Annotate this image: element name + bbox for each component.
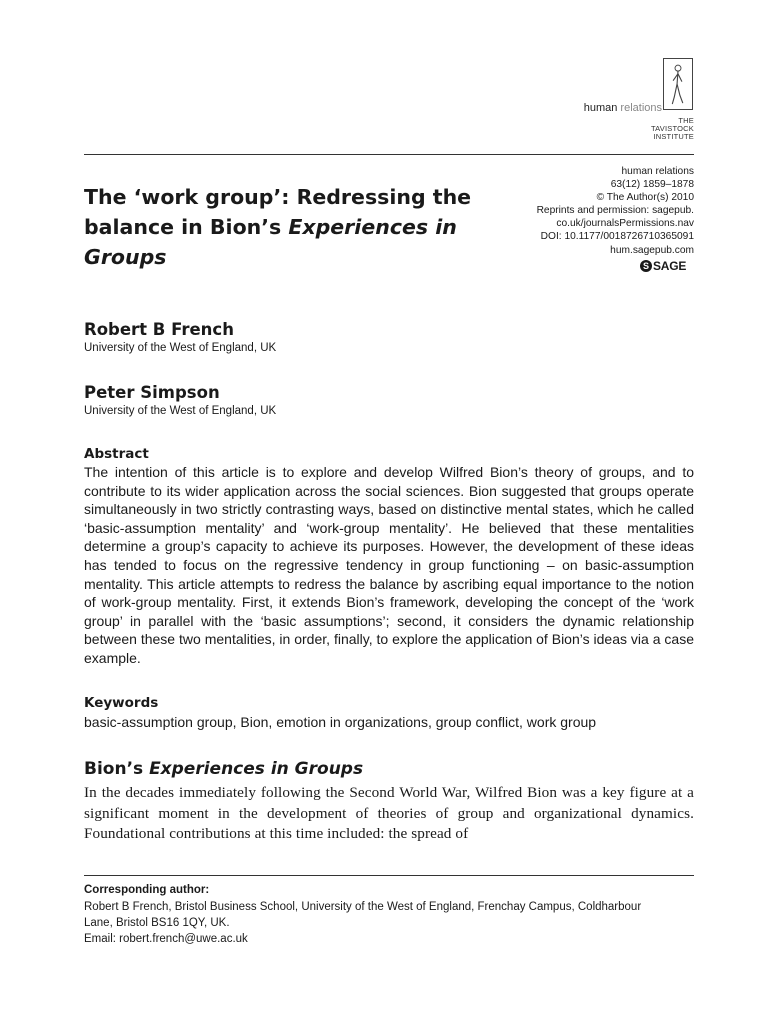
footnote-divider	[84, 875, 694, 876]
corresponding-author-email[interactable]: Email: robert.french@uwe.ac.uk	[84, 933, 248, 945]
author-name: Peter Simpson	[84, 383, 220, 402]
tavistock-line-3: INSTITUTE	[653, 132, 694, 141]
tavistock-line-2: TAVISTOCK	[650, 124, 694, 133]
citation-copyright: © The Author(s) 2010	[596, 192, 694, 204]
keywords-heading: Keywords	[84, 695, 159, 711]
human-figure-logo-icon	[663, 58, 693, 110]
tavistock-line-1: THE	[678, 116, 694, 125]
section-heading-italic: Experiences in Groups	[149, 759, 364, 779]
header-divider	[84, 154, 694, 155]
article-title	[84, 182, 484, 272]
citation-reprints: Reprints and permission: sagepub.	[536, 205, 694, 217]
corresponding-author-details	[84, 899, 696, 947]
section-heading	[84, 759, 363, 779]
citation-volume-pages: 63(12) 1859–1878	[610, 179, 694, 191]
citation-website[interactable]: hum.sagepub.com	[610, 244, 694, 256]
abstract-text: The intention of this article is to explore and develop Wilfred Bion’s theory of groups, and to contribute to its wider application across the social sciences. Bion suggested that groups operate simultaneously in two strictly contrasting ways, based on distinctive mental states, which he called ‘basic-assumption mentality’ and ‘work-group mentality’. He believed that these mentalities determine a group’s capacity to achieve its purposes. However, the development of these ideas has tended to focus on the regressive tendency in group functioning – on basic-assumption mentality. This article attempts to redress the balance by ascribing equal importance to the notion of work-group mentality. First, it extends Bion’s framework, developing the concept of the ‘work group’ in parallel with the ‘basic assumptions’; second, it considers the dynamic relationship between these two mentalities, in order, finally, to explore the application of Bion’s ideas via a case example.	[84, 464, 694, 666]
author-affiliation: University of the West of England, UK	[84, 405, 277, 417]
journal-logo-name-dark: human	[583, 102, 618, 114]
corresponding-author-line: Robert B French, Bristol Business School, University of the West of England, Frenchay Campus, Coldharbour	[84, 901, 642, 913]
journal-logo-name	[552, 102, 662, 114]
article-title-text: The ‘work group’: Redressing the balance in Bion’s	[84, 185, 472, 239]
citation-journal: human relations	[621, 166, 694, 177]
citation-permissions-link[interactable]: co.uk/journalsPermissions.nav	[556, 218, 694, 230]
corresponding-author-line: Lane, Bristol BS16 1QY, UK.	[84, 917, 230, 929]
abstract-heading: Abstract	[84, 446, 149, 462]
tavistock-institute-logo	[636, 117, 694, 141]
section-heading-text: Bion’s	[84, 759, 150, 779]
body-paragraph: In the decades immediately following the Second World War, Wilfred Bion was a key figure at a significant moment in the development of theories of group and organizational dynamics. Foundational contributions at this time included: the spread of	[84, 784, 694, 843]
author-affiliation: University of the West of England, UK	[84, 342, 277, 354]
sage-logo-icon: S	[640, 260, 652, 272]
keywords-text: basic-assumption group, Bion, emotion in organizations, group conflict, work group	[84, 714, 597, 730]
journal-logo-name-light: relations	[620, 102, 662, 114]
citation-doi[interactable]: DOI: 10.1177/0018726710365091	[540, 231, 694, 243]
article-title-italic: Experiences in Groups	[84, 215, 457, 269]
author-name: Robert B French	[84, 320, 234, 339]
corresponding-author-heading: Corresponding author:	[84, 884, 210, 896]
sage-logo	[640, 260, 694, 274]
citation-block	[500, 165, 694, 257]
sage-logo-text: SAGE	[653, 259, 687, 273]
